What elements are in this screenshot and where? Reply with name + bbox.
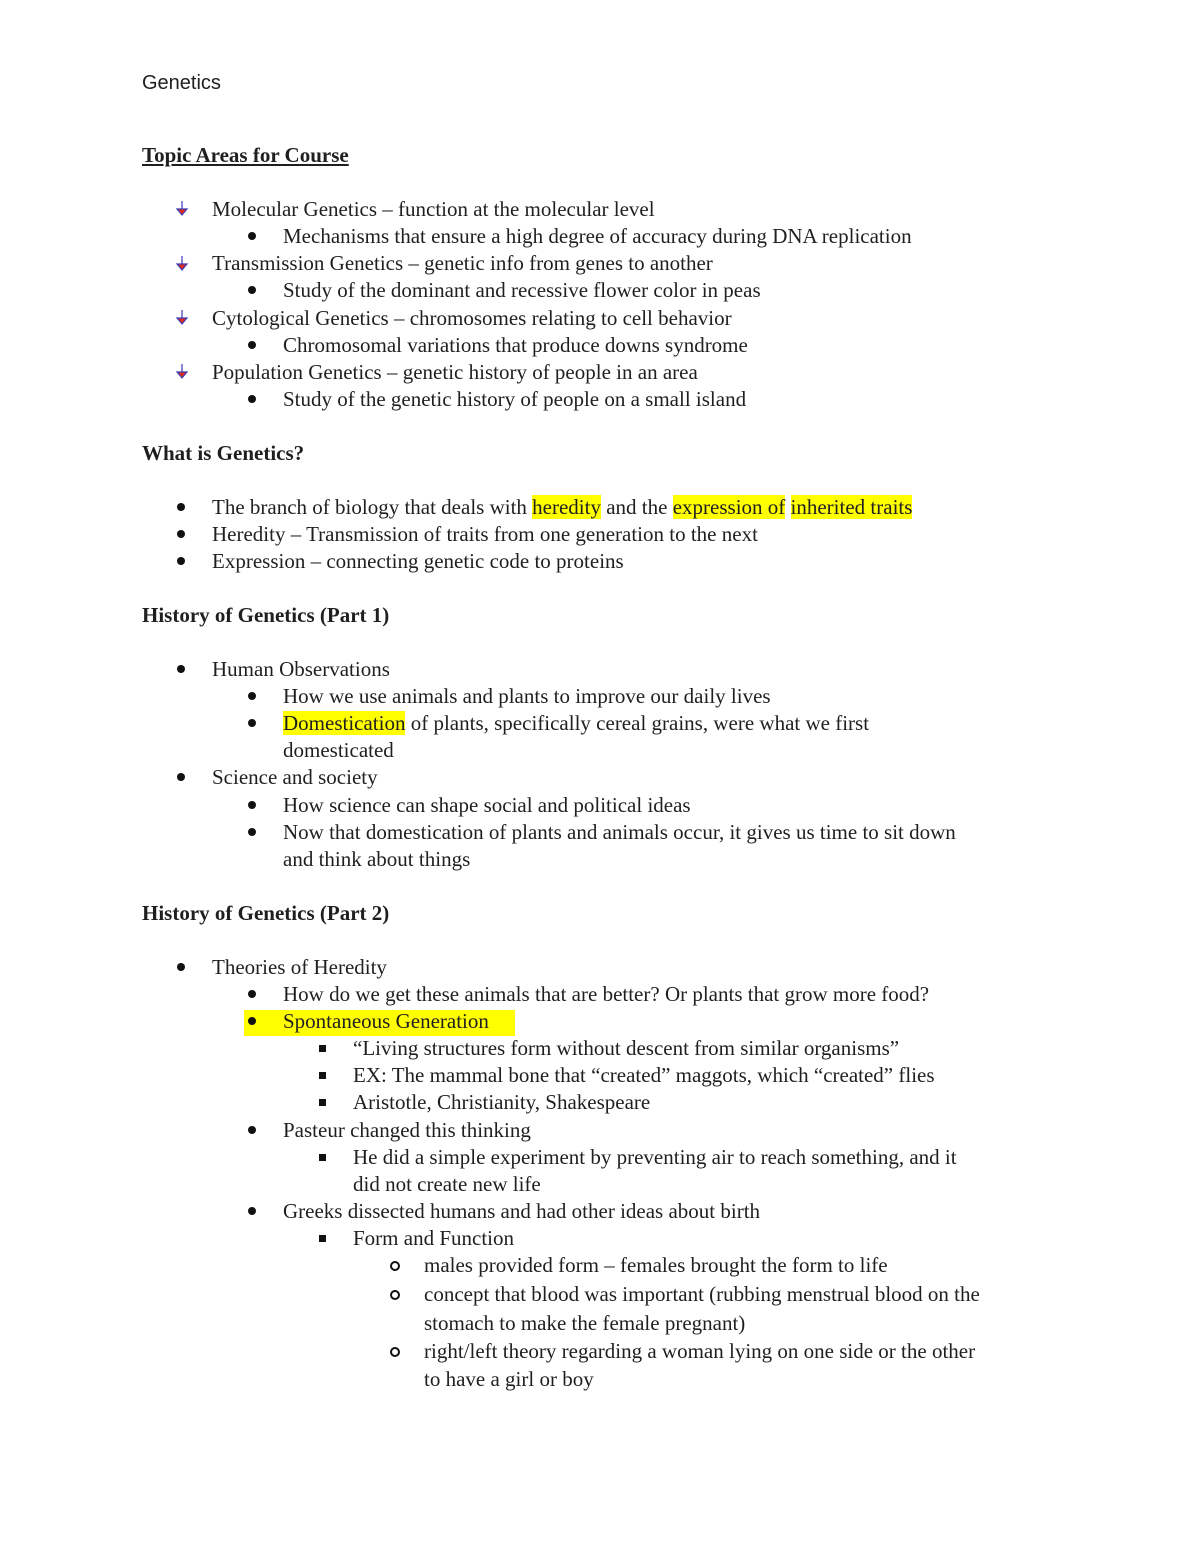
- bullet: [312, 1038, 332, 1058]
- list-item-continuation: stomach to make the female pregnant): [424, 1311, 746, 1335]
- list-item: “Living structures form without descent from similar organisms”: [353, 1036, 900, 1060]
- list-item: Expression – connecting genetic code to proteins: [212, 549, 624, 573]
- list-item: Pasteur changed this thinking: [283, 1118, 531, 1142]
- list-item: concept that blood was important (rubbing menstrual blood on the: [424, 1282, 980, 1306]
- list-item: The branch of biology that deals with heredity and the expression of inherited traits: [212, 495, 913, 519]
- list-item: Form and Function: [353, 1226, 514, 1250]
- heading-history-part-2: History of Genetics (Part 2): [142, 901, 390, 925]
- bullet: [171, 957, 191, 977]
- list-item: Domestication of plants, specifically cereal grains, were what we first: [283, 711, 870, 735]
- bullet: [171, 524, 191, 544]
- bullet: [242, 795, 262, 815]
- bullet: [242, 1120, 262, 1140]
- list-item: Population Genetics – genetic history of people in an area: [212, 360, 698, 384]
- bullet: [242, 984, 262, 1004]
- bullet: [242, 226, 262, 246]
- list-item: Study of the genetic history of people on a small island: [283, 387, 747, 411]
- heading-what-is-genetics: What is Genetics?: [142, 441, 305, 465]
- list-item: Human Observations: [212, 657, 390, 681]
- highlighted-text: inherited traits: [790, 495, 913, 519]
- bullet: [385, 1342, 405, 1362]
- list-item: Heredity – Transmission of traits from one generation to the next: [212, 522, 758, 546]
- list-item-continuation: and think about things: [283, 847, 471, 871]
- list-item: Theories of Heredity: [212, 955, 387, 979]
- bullet: [171, 497, 191, 517]
- bullet: [312, 1147, 332, 1167]
- highlighted-text: heredity: [532, 495, 601, 519]
- arrow-bullet-icon: [171, 361, 191, 381]
- list-item: Mechanisms that ensure a high degree of accuracy during DNA replication: [283, 224, 912, 248]
- bullet: [171, 767, 191, 787]
- document-title: Genetics: [142, 72, 221, 94]
- bullet: [385, 1256, 405, 1276]
- highlighted-text: Domestication: [283, 711, 406, 735]
- list-item: How do we get these animals that are better? Or plants that grow more food?: [283, 982, 930, 1006]
- bullet: [242, 1011, 262, 1031]
- bullet: [242, 1201, 262, 1221]
- bullet: [242, 822, 262, 842]
- bullet: [242, 713, 262, 733]
- arrow-bullet-icon: [171, 307, 191, 327]
- list-item-continuation: to have a girl or boy: [424, 1367, 594, 1391]
- list-item: How we use animals and plants to improve our daily lives: [283, 684, 771, 708]
- bullet: [312, 1065, 332, 1085]
- bullet: [242, 280, 262, 300]
- list-item: EX: The mammal bone that “created” maggots, which “created” flies: [353, 1063, 935, 1087]
- bullet: [242, 335, 262, 355]
- list-item: males provided form – females brought the form to life: [424, 1253, 888, 1277]
- bullet: [312, 1228, 332, 1248]
- list-item: right/left theory regarding a woman lying on one side or the other: [424, 1339, 976, 1363]
- list-item: Study of the dominant and recessive flower color in peas: [283, 278, 761, 302]
- list-item: Chromosomal variations that produce downs syndrome: [283, 333, 748, 357]
- bullet: [242, 389, 262, 409]
- list-item: Spontaneous Generation: [283, 1009, 489, 1033]
- list-item: Cytological Genetics – chromosomes relating to cell behavior: [212, 306, 732, 330]
- list-item: Aristotle, Christianity, Shakespeare: [353, 1090, 651, 1114]
- list-item: He did a simple experiment by preventing air to reach something, and it: [353, 1145, 957, 1169]
- list-item: Transmission Genetics – genetic info from genes to another: [212, 251, 713, 275]
- bullet: [312, 1092, 332, 1112]
- list-item: How science can shape social and political ideas: [283, 793, 691, 817]
- bullet: [242, 686, 262, 706]
- list-item: Now that domestication of plants and animals occur, it gives us time to sit down: [283, 820, 956, 844]
- list-item-continuation: domesticated: [283, 738, 394, 762]
- list-item: Science and society: [212, 765, 378, 789]
- bullet: [385, 1285, 405, 1305]
- heading-topic-areas: Topic Areas for Course: [142, 143, 349, 167]
- list-item: Greeks dissected humans and had other ideas about birth: [283, 1199, 761, 1223]
- arrow-bullet-icon: [171, 253, 191, 273]
- bullet: [171, 659, 191, 679]
- bullet: [171, 551, 191, 571]
- heading-history-part-1: History of Genetics (Part 1): [142, 603, 390, 627]
- list-item: Molecular Genetics – function at the molecular level: [212, 197, 655, 221]
- arrow-bullet-icon: [171, 198, 191, 218]
- list-item-continuation: did not create new life: [353, 1172, 541, 1196]
- highlighted-text: expression of: [672, 495, 786, 519]
